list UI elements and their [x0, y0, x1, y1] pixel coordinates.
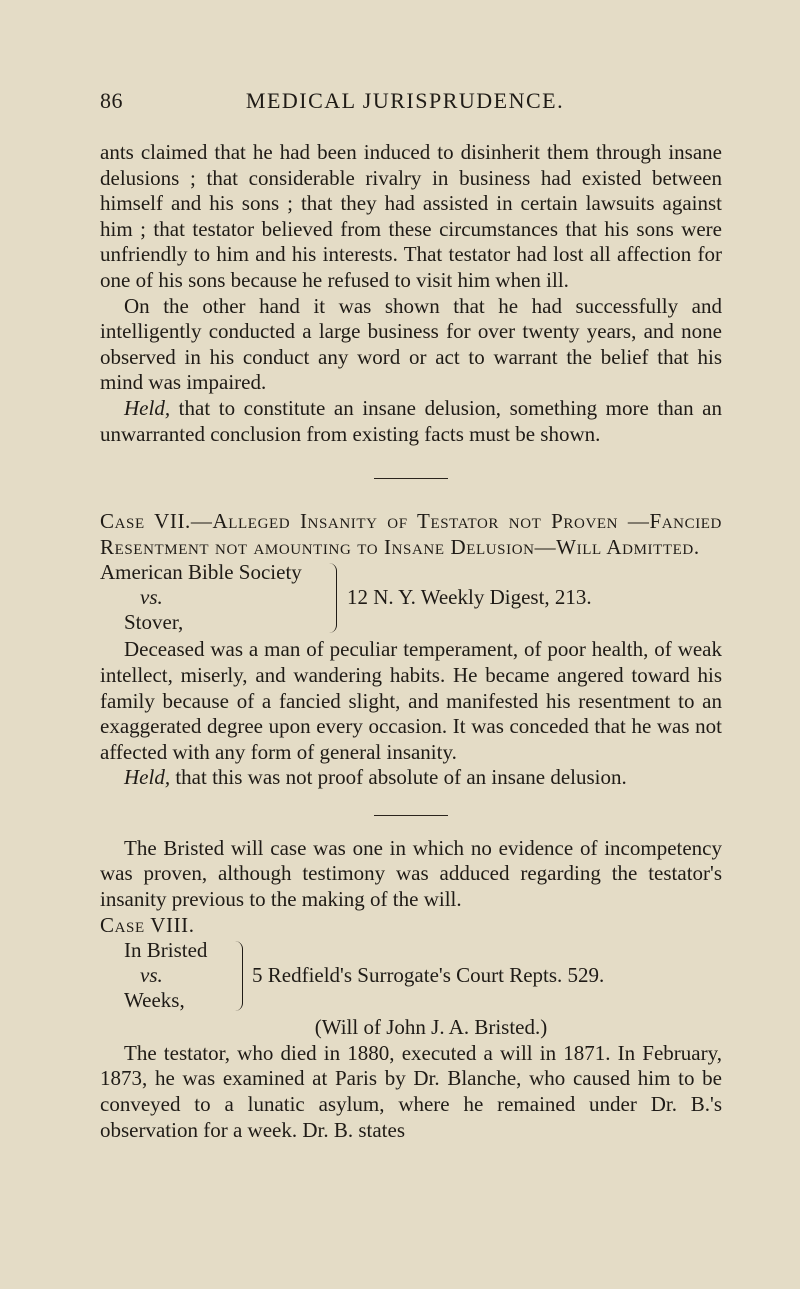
- versus-label: vs.: [140, 585, 163, 610]
- paragraph-other-hand: On the other hand it was shown that he had successfully and intelligently conducted a large business for over twenty years, and none observed in his conduct any word or act to warrant the belief that his mind was impaired.: [100, 293, 722, 395]
- case-vii-body: Deceased was a man of peculiar temperament, of poor health, of weak intellect, miserly, and wandering habits. He became angered toward his family because of a fancied slight, and manifested his resentment to an exaggerated degree upon every occasion. It was conceded that he was not affected with any form of general insanity.: [100, 637, 722, 764]
- will-of-label: (Will of John J. A. Bristed.): [314, 1015, 548, 1040]
- case-viii-citation: [100, 938, 722, 1015]
- party-defendant: Weeks,: [124, 988, 185, 1013]
- page-number: 86: [100, 88, 123, 113]
- party-plaintiff: In Bristed: [124, 938, 208, 963]
- party-plaintiff: American Bible Society: [100, 560, 302, 585]
- party-defendant: Stover,: [124, 610, 184, 635]
- case-reference: 12 N. Y. Weekly Digest, 213.: [347, 585, 592, 610]
- case-viii-label: Case VIII.: [100, 912, 195, 937]
- citation-brace: [328, 563, 337, 633]
- held-label: Held,: [124, 765, 171, 790]
- section-divider: [374, 815, 448, 816]
- running-title: MEDICAL JURISPRUDENCE.: [245, 88, 565, 113]
- case-vii-heading: Case VII.—Alleged Insanity of Testator not Proven —Fancied Resentment not amounting to Insane Delusion—Will Admitted.: [100, 509, 722, 559]
- held-text: that this was not proof absolute of an insane delusion.: [170, 765, 627, 790]
- held-text: that to constitute an insane delusion, something more than an unwarranted conclusion from existing facts must be shown.: [100, 395, 722, 446]
- held-label: Held,: [124, 395, 171, 420]
- page-body: [100, 140, 722, 1143]
- citation-brace: [234, 941, 243, 1011]
- case-reference: 5 Redfield's Surrogate's Court Repts. 529.: [252, 963, 605, 988]
- paragraph-held: [100, 396, 722, 447]
- case-viii-body: The testator, who died in 1880, executed a will in 1871. In February, 1873, he was examined at Paris by Dr. Blanche, who caused him to be conveyed to a lunatic asylum, where he remained under Dr. B.'s observation for a week. Dr. B. states: [100, 1040, 722, 1142]
- versus-label: vs.: [140, 963, 163, 988]
- case-vii-held: [100, 765, 722, 791]
- paragraph-continued: ants claimed that he had been induced to disinherit them through insane delusions ; that considerable rivalry in business had existed between himself and his sons ; that they had assisted in certain lawsuits against him ; that testator believed from these circumstances that his sons were unfriendly to him and his interests. That testator had lost all affection for one of his sons because he refused to visit him when ill.: [100, 140, 722, 292]
- case-vii-citation: [100, 560, 722, 637]
- bristed-intro: The Bristed will case was one in which no evidence of incompetency was proven, although testimony was adduced regarding the testator's insanity previous to the making of the will.: [100, 835, 722, 912]
- section-divider: [374, 478, 448, 479]
